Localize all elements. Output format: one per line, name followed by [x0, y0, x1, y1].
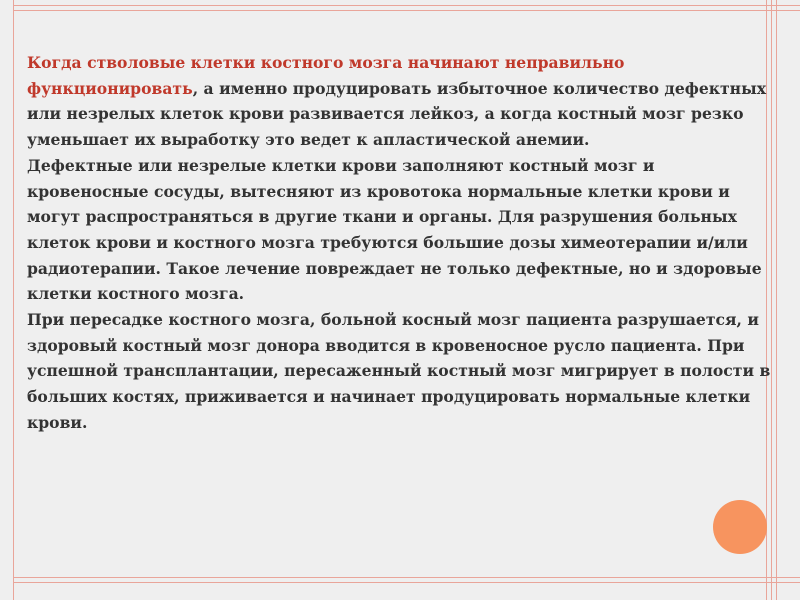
- frame-line-horizontal: [13, 10, 800, 11]
- frame-line-horizontal: [13, 577, 800, 578]
- paragraph-text: , а именно продуцировать избыточное количество дефектных или незрелых клеток крови развивается лейкоз, а когда костный мозг резко уменьшает их выработку это ведет к апластической анемии.: [27, 78, 767, 150]
- frame-line-horizontal: [13, 5, 800, 6]
- frame-line-horizontal: [13, 582, 800, 583]
- paragraph-transplant: При пересадке костного мозга, больной косный мозг пациента разрушается, и здоровый костный мозг донора вводится в кровеносное русло пациента. При успешной трансплантации, пересаженный костный мозг мигрирует в полости в больших костях, приживается и начинает продуцировать нормальные клетки крови.: [27, 310, 771, 432]
- highlighted-phrase: Когда стволовые клетки костного мозга начинают неправильно функционировать: [27, 53, 625, 98]
- decorative-circle: [713, 500, 767, 554]
- paragraph-leukemia: [27, 50, 777, 153]
- slide-body-text: [27, 50, 777, 436]
- paragraph-defective-cells: Дефектные или незрелые клетки крови заполняют костный мозг и кровеносные сосуды, вытесняют из кровотока нормальные клетки крови и могут распространяться в другие ткани и органы. Для разрушения больных клеток крови и костного мозга требуются большие дозы химеотерапии и/или радиотерапии. Такое лечение повреждает не только дефектные, но и здоровые клетки костного мозга.: [27, 155, 762, 304]
